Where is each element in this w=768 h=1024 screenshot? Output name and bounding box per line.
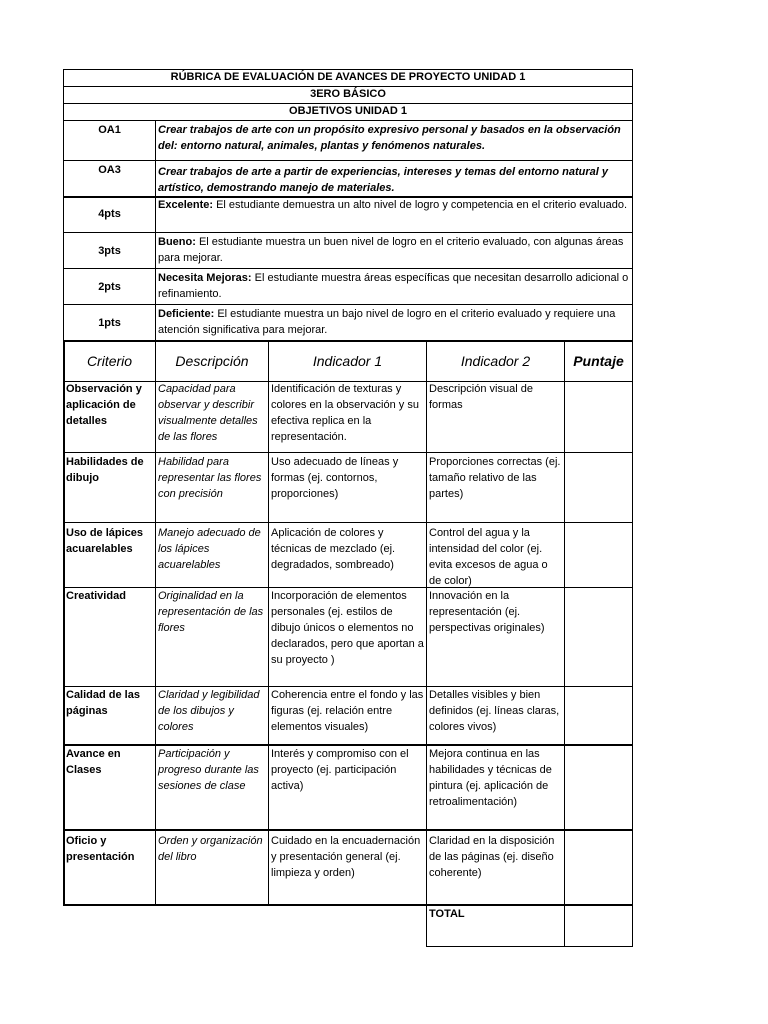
criterion-description: Capacidad para observar y describir visualmente detalles de las flores bbox=[158, 383, 258, 443]
indicator-2: Proporciones correctas (ej. tamaño relativo de las partes) bbox=[429, 456, 561, 500]
indicator-1: Coherencia entre el fondo y las figuras (ej. relación entre elementos visuales) bbox=[271, 689, 424, 733]
grid-line bbox=[63, 120, 633, 121]
grid-line bbox=[63, 452, 633, 453]
total-label: TOTAL bbox=[429, 908, 465, 920]
indicator-2: Control del agua y la intensidad del color (ej. evita excesos de agua o de color) bbox=[429, 527, 548, 587]
indicator-1: Identificación de texturas y colores en la observación y su efectiva replica en la representación. bbox=[271, 383, 419, 443]
scale-text: El estudiante muestra áreas específicas que necesitan desarrollo adicional o refinamiento. bbox=[158, 272, 629, 300]
scale-text: El estudiante muestra un buen nivel de logro en el criterio evaluado, con algunas áreas para mejorar. bbox=[158, 236, 624, 264]
indicator-1: Aplicación de colores y técnicas de mezclado (ej. degradados, sombreado) bbox=[271, 527, 396, 571]
objective-code: OA1 bbox=[98, 124, 121, 136]
grade-level: 3ERO BÁSICO bbox=[310, 88, 386, 100]
grid-line bbox=[63, 340, 633, 342]
column-header: Indicador 1 bbox=[312, 353, 383, 369]
scale-description bbox=[158, 306, 630, 338]
grid-line bbox=[63, 232, 633, 233]
criterion-name: Avance en Clases bbox=[66, 748, 121, 776]
grid-line bbox=[632, 69, 633, 341]
objective-code: OA3 bbox=[98, 164, 121, 176]
indicator-1: Incorporación de elementos personales (ej. estilos de dibujo únicos o elementos no declarados, pero que aportan a su proyecto ) bbox=[271, 590, 424, 666]
scale-points: 4pts bbox=[98, 208, 121, 220]
column-header: Puntaje bbox=[573, 353, 624, 369]
column-header: Descripción bbox=[175, 353, 249, 369]
criterion-description: Claridad y legibilidad de los dibujos y colores bbox=[158, 689, 260, 733]
criterion-name: Observación y aplicación de detalles bbox=[66, 383, 142, 427]
objective-text: Crear trabajos de arte a partir de experiencias, intereses y temas del entorno natural y artístico, demostrando manejo de materiales. bbox=[158, 166, 608, 194]
scale-points: 2pts bbox=[98, 281, 121, 293]
grid-line bbox=[426, 946, 633, 947]
grid-line bbox=[632, 340, 633, 947]
grid-line bbox=[63, 829, 633, 831]
scale-level: Deficiente: bbox=[158, 308, 215, 320]
indicator-1: Cuidado en la encuadernación y presentación general (ej. limpieza y orden) bbox=[271, 835, 421, 879]
objective-text: Crear trabajos de arte con un propósito expresivo personal y basados en la observación del: entorno natural, animales, plantas y fenómenos naturales. bbox=[158, 124, 621, 152]
objectives-heading: OBJETIVOS UNIDAD 1 bbox=[289, 105, 407, 117]
indicator-2: Claridad en la disposición de las páginas (ej. diseño coherente) bbox=[429, 835, 555, 879]
scale-level: Excelente: bbox=[158, 199, 214, 211]
criterion-description: Habilidad para representar las flores con precisión bbox=[158, 456, 262, 500]
criterion-name: Creatividad bbox=[66, 590, 126, 602]
indicator-1: Interés y compromiso con el proyecto (ej. participación activa) bbox=[271, 748, 409, 792]
indicator-2: Detalles visibles y bien definidos (ej. líneas claras, colores vivos) bbox=[429, 689, 560, 733]
grid-line bbox=[268, 340, 269, 906]
scale-text: El estudiante muestra un bajo nivel de logro en el criterio evaluado y requiere una atención significativa para mejorar. bbox=[158, 308, 616, 336]
column-header: Criterio bbox=[86, 353, 133, 369]
scale-description bbox=[158, 270, 630, 302]
grid-line bbox=[564, 340, 565, 947]
criterion-name: Oficio y presentación bbox=[66, 835, 135, 863]
criterion-description: Orden y organización del libro bbox=[158, 835, 263, 863]
criterion-description: Originalidad en la representación de las flores bbox=[158, 590, 264, 634]
scale-points: 1pts bbox=[98, 317, 121, 329]
grid-line bbox=[63, 268, 633, 269]
grid-line bbox=[155, 340, 156, 906]
scale-description bbox=[158, 234, 630, 266]
scale-level: Bueno: bbox=[158, 236, 196, 248]
scale-description bbox=[158, 197, 630, 213]
criterion-description: Participación y progreso durante las sesiones de clase bbox=[158, 748, 259, 792]
grid-line bbox=[63, 304, 633, 305]
grid-line bbox=[63, 522, 633, 523]
indicator-1: Uso adecuado de líneas y formas (ej. contornos, proporciones) bbox=[271, 456, 399, 500]
criterion-name: Calidad de las páginas bbox=[66, 689, 140, 717]
criterion-description: Manejo adecuado de los lápices acuarelables bbox=[158, 527, 261, 571]
rubric-title: RÚBRICA DE EVALUACIÓN DE AVANCES DE PROYECTO UNIDAD 1 bbox=[170, 71, 526, 83]
column-header: Indicador 2 bbox=[460, 353, 531, 369]
indicator-2: Innovación en la representación (ej. perspectivas originales) bbox=[429, 590, 545, 634]
scale-text: El estudiante demuestra un alto nivel de logro y competencia en el criterio evaluado. bbox=[216, 199, 628, 211]
criterion-name: Uso de lápices acuarelables bbox=[66, 527, 144, 555]
criterion-name: Habilidades de dibujo bbox=[66, 456, 144, 484]
indicator-2: Mejora continua en las habilidades y técnicas de pintura (ej. aplicación de retroalimentación) bbox=[429, 748, 552, 808]
scale-level: Necesita Mejoras: bbox=[158, 272, 252, 284]
scale-points: 3pts bbox=[98, 245, 121, 257]
grid-line bbox=[426, 340, 427, 947]
grid-line bbox=[63, 160, 633, 161]
grid-line bbox=[155, 120, 156, 341]
indicator-2: Descripción visual de formas bbox=[429, 383, 533, 411]
grid-line bbox=[63, 340, 65, 906]
